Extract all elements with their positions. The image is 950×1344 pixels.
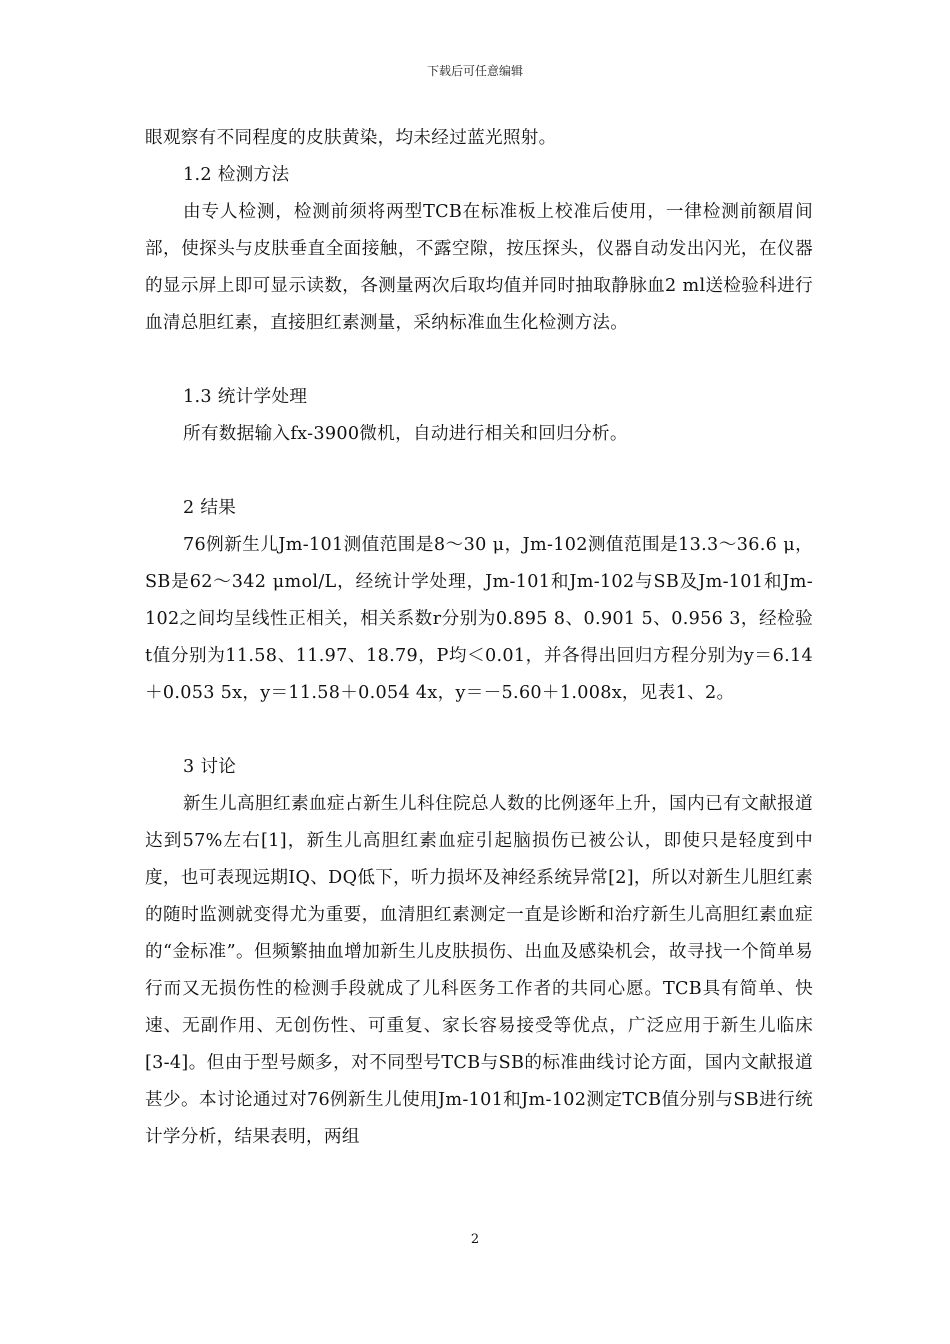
paragraph-detection-method: 由专人检测，检测前须将两型TCB在标准板上校准后使用，一律检测前额眉间部，使探头与皮肤垂直全面接触，不露空隙，按压探头，仪器自动发出闪光，在仪器的显示屏上即可显示读数，各测量两次后取均值并同时抽取静脉血2 ml送检验科进行血清总胆红素，直接胆红素测量，采纳标准血生化检测方法。	[145, 202, 813, 333]
section-heading-3: 3 讨论	[183, 757, 237, 777]
paragraph-continued: 眼观察有不同程度的皮肤黄染，均未经过蓝光照射。	[145, 128, 557, 148]
section-heading-1-2: 1.2 检测方法	[183, 165, 290, 185]
page-number: 2	[470, 1232, 480, 1247]
paragraph-discussion: 新生儿高胆红素血症占新生儿科住院总人数的比例逐年上升，国内已有文献报道达到57%左右[1]，新生儿高胆红素血症引起脑损伤已被公认，即使只是轻度到中度，也可表现远期IQ、DQ低下，听力损坏及神经系统异常[2]，所以对新生儿胆红素的随时监测就变得尤为重要，血清胆红素测定一直是诊断和治疗新生儿高胆红素血症的“金标准”。但频繁抽血增加新生儿皮肤损伤、出血及感染机会，故寻找一个简单易行而又无损伤性的检测手段就成了儿科医务工作者的共同心愿。TCB具有简单、快速、无副作用、无创伤性、可重复、家长容易接受等优点，广泛应用于新生儿临床[3-4]。但由于型号颇多，对不同型号TCB与SB的标准曲线讨论方面，国内文献报道甚少。本讨论通过对76例新生儿使用Jm-101和Jm-102测定TCB值分别与SB进行统计学分析，结果表明，两组	[145, 794, 813, 1147]
page-header: 下载后可任意编辑	[426, 64, 523, 78]
paragraph-statistics: 所有数据输入fx-3900微机，自动进行相关和回归分析。	[183, 424, 628, 444]
paragraph-results: 76例新生儿Jm-101测值范围是8～30 μ，Jm-102测值范围是13.3～36.6 μ，SB是62～342 μmol/L，经统计学处理，Jm-101和Jm-102与SB及Jm-101和Jm-102之间均呈线性正相关，相关系数r分别为0.895 8、0.901 5、0.956 3，经检验t值分别为11.58、11.97、18.79，P均＜0.01，并各得出回归方程分别为y＝6.14＋0.053 5x，y＝11.58＋0.054 4x，y＝－5.60＋1.008x，见表1、2。	[145, 535, 813, 703]
section-heading-1-3: 1.3 统计学处理	[183, 387, 308, 407]
document-body	[145, 120, 813, 1156]
section-heading-2: 2 结果	[183, 498, 237, 518]
